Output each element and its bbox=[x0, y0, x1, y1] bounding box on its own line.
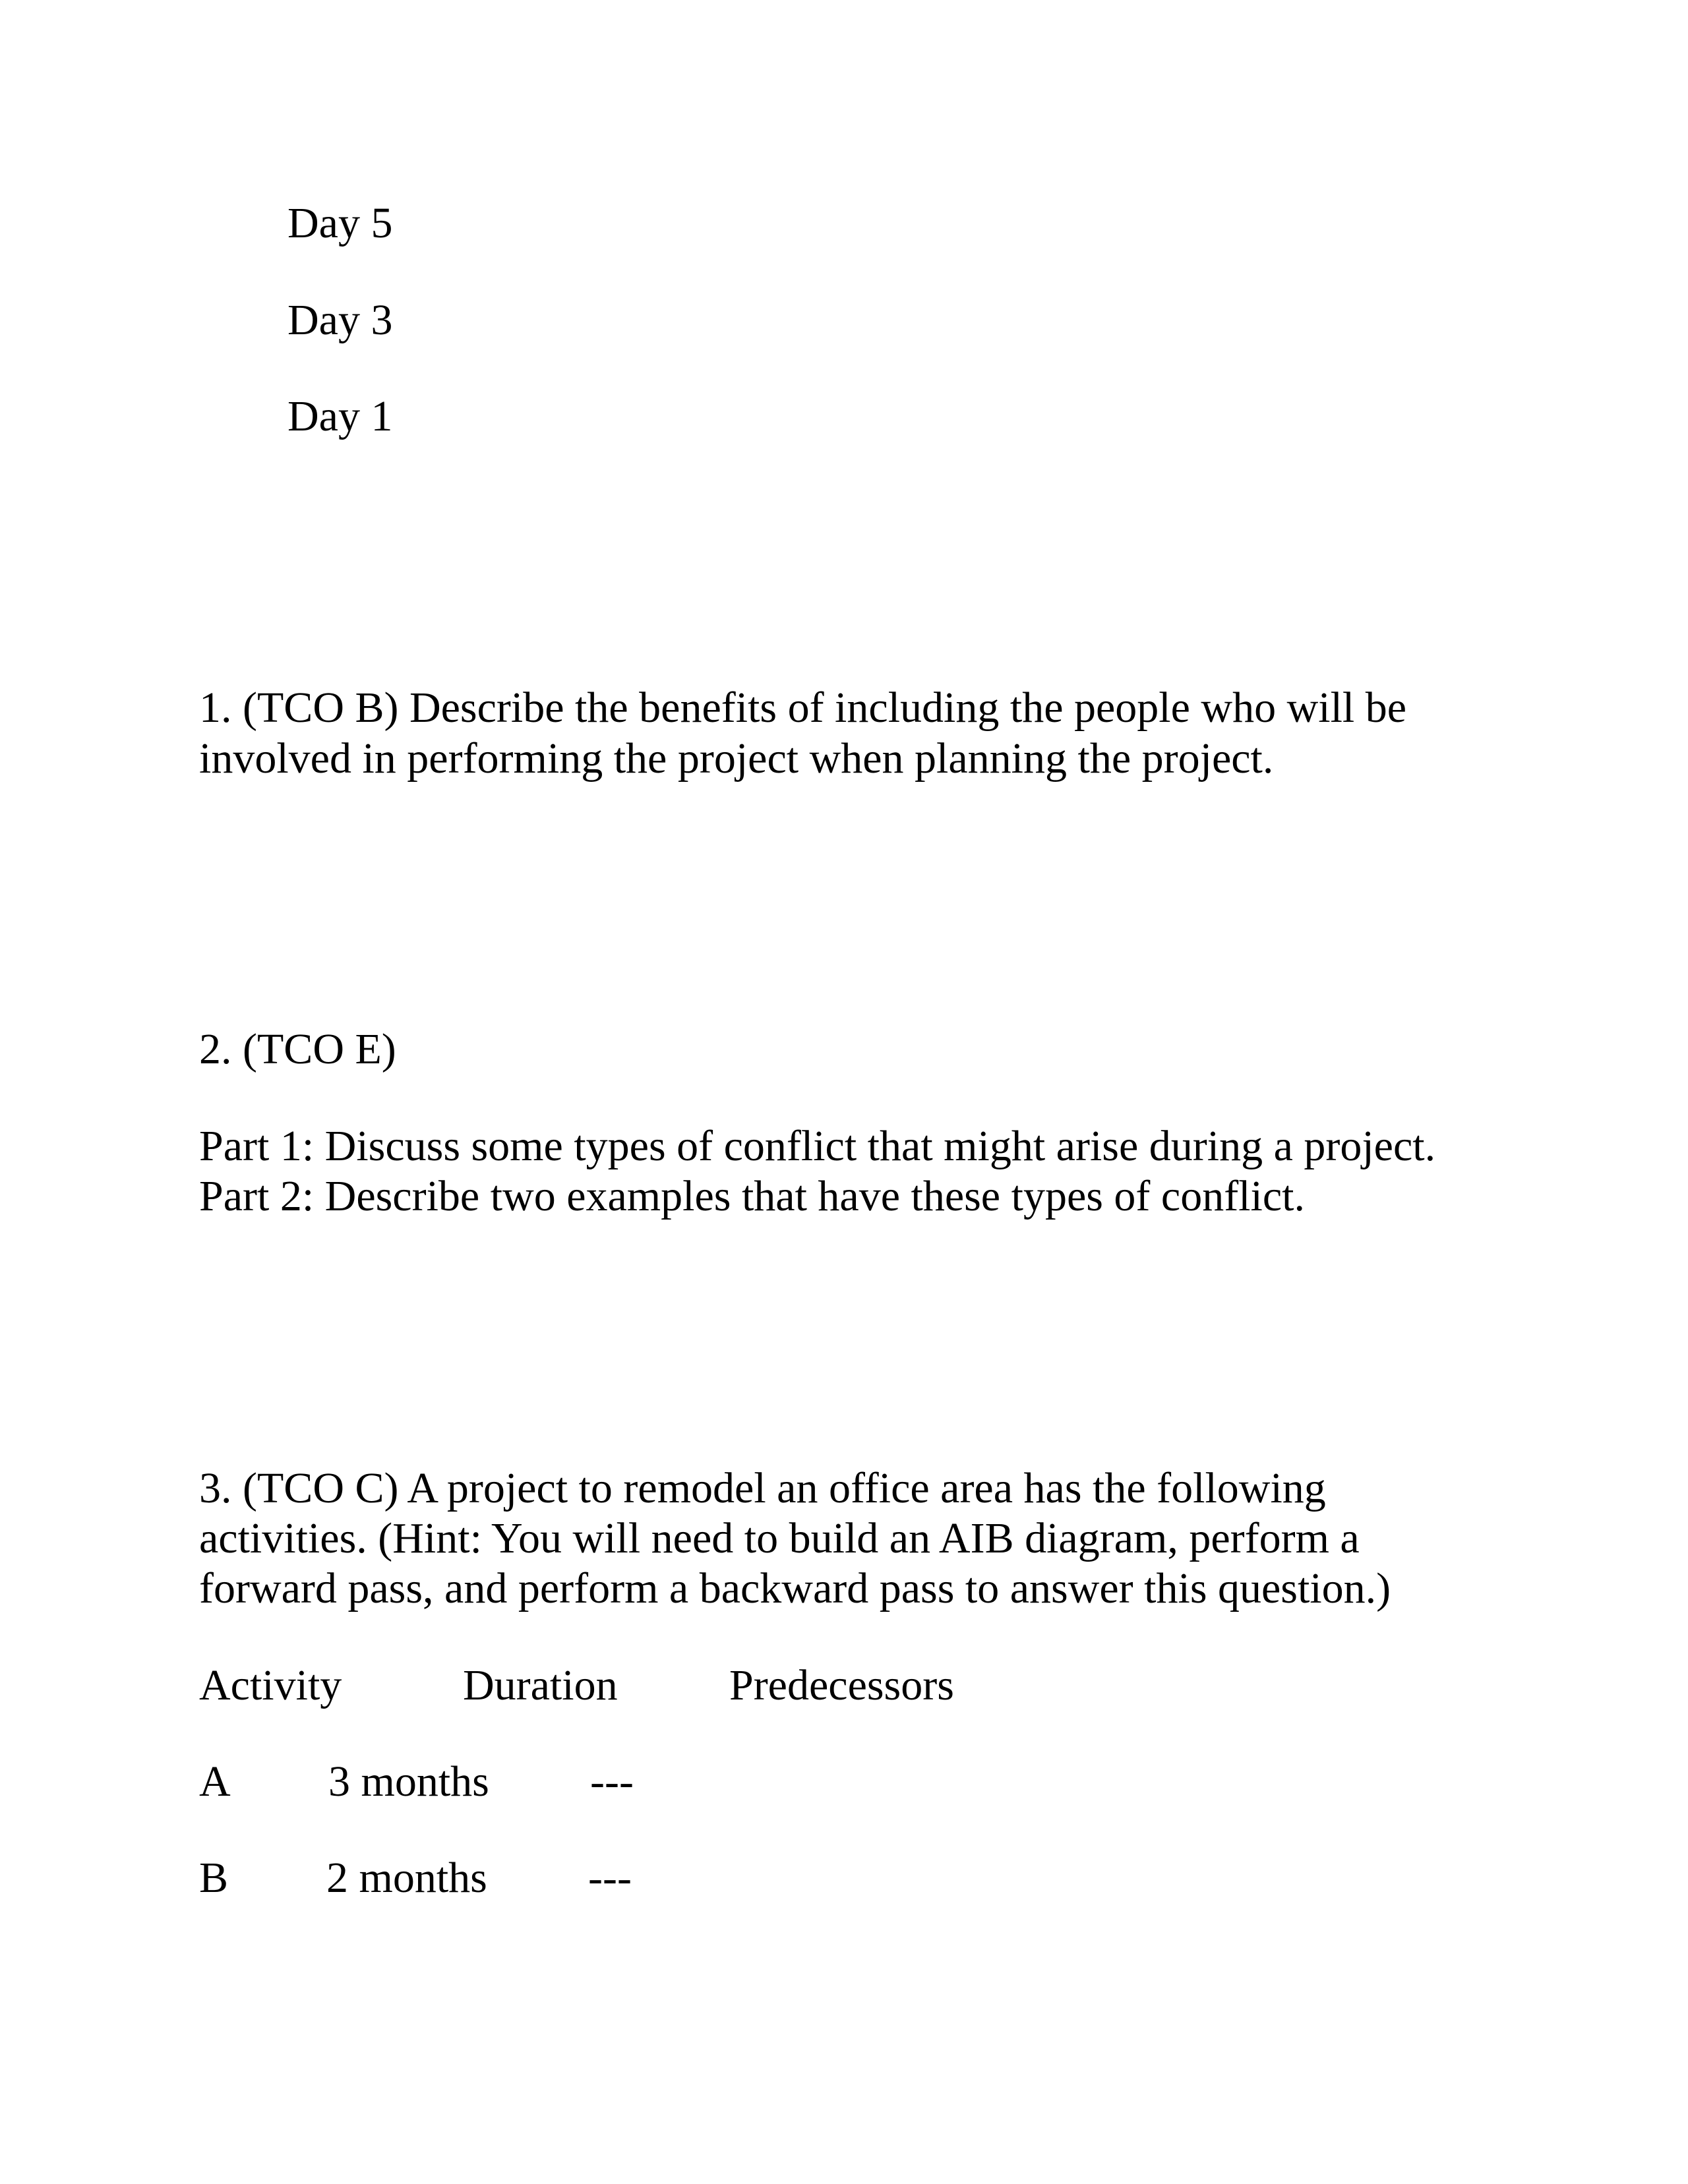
table-cell-activity-b: B bbox=[199, 1854, 229, 1902]
table-cell-activity-a: A bbox=[199, 1757, 231, 1806]
table-header-activity: Activity bbox=[199, 1661, 342, 1709]
choice-day-1: Day 1 bbox=[287, 392, 393, 440]
question-2-heading: 2. (TCO E) bbox=[199, 1025, 396, 1073]
question-2-part-1: Part 1: Discuss some types of conflict that might arise during a project. bbox=[199, 1122, 1436, 1170]
table-cell-duration-a: 3 months bbox=[328, 1757, 489, 1806]
table-header-predecessors: Predecessors bbox=[729, 1661, 954, 1709]
question-2-part-2: Part 2: Describe two examples that have these types of conflict. bbox=[199, 1172, 1305, 1220]
table-cell-predecessors-a: --- bbox=[590, 1757, 634, 1806]
choice-day-5: Day 5 bbox=[287, 199, 393, 247]
table-cell-predecessors-b: --- bbox=[588, 1854, 632, 1902]
question-3-line-3: forward pass, and perform a backward pass to answer this question.) bbox=[199, 1564, 1391, 1612]
question-3-line-1: 3. (TCO C) A project to remodel an office area has the following bbox=[199, 1464, 1326, 1512]
table-cell-duration-b: 2 months bbox=[326, 1854, 487, 1902]
question-3-line-2: activities. (Hint: You will need to build an AIB diagram, perform a bbox=[199, 1514, 1360, 1562]
question-1-line-1: 1. (TCO B) Describe the benefits of including the people who will be bbox=[199, 684, 1407, 732]
choice-day-3: Day 3 bbox=[287, 296, 393, 344]
question-1-line-2: involved in performing the project when planning the project. bbox=[199, 734, 1274, 782]
table-header-duration: Duration bbox=[463, 1661, 618, 1709]
